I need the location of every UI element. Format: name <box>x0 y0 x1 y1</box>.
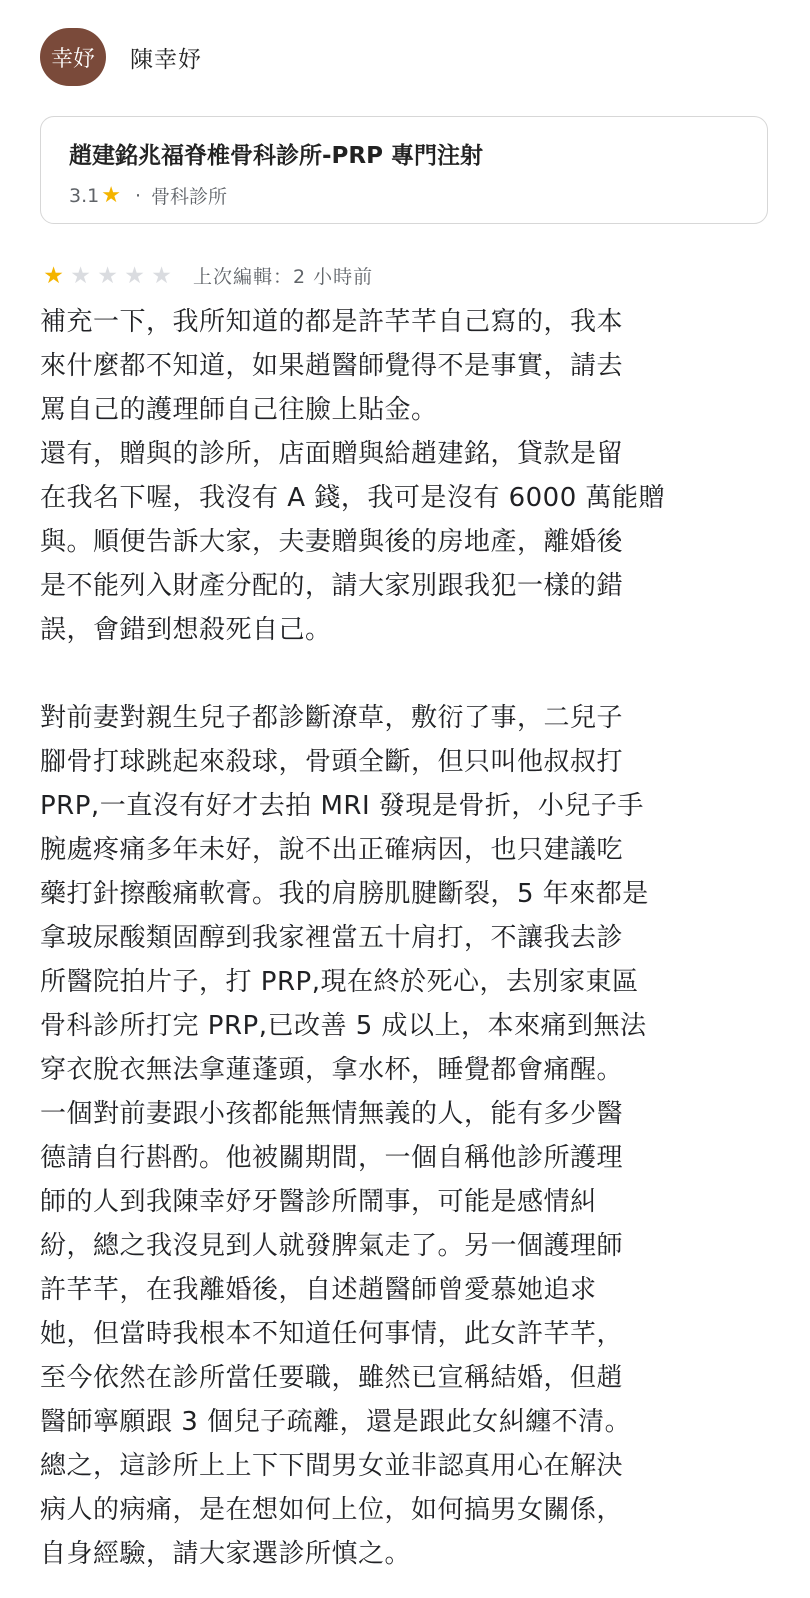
review-line: 所醫院拍片子，打 PRP,現在終於死心，去別家東區 <box>40 967 639 997</box>
review-line: 與。順便告訴大家，夫妻贈與後的房地產，離婚後 <box>40 527 624 557</box>
separator-dot: · <box>134 184 141 207</box>
review-line: 對前妻對親生兒子都診斷潦草，敷衍了事，二兒子 <box>40 703 624 733</box>
review-line: PRP,一直沒有好才去拍 MRI 發現是骨折，小兒子手 <box>40 791 644 821</box>
review-line: 罵自己的護理師自己往臉上貼金。 <box>40 395 438 425</box>
review-line: 一個對前妻跟小孩都能無情無義的人，能有多少醫 <box>40 1099 624 1129</box>
review-line: 總之，這診所上上下下間男女並非認真用心在解決 <box>40 1451 624 1481</box>
place-meta <box>69 182 767 209</box>
place-name[interactable]: 趙建銘兆福脊椎骨科診所-PRP 專門注射 <box>69 143 483 169</box>
review-line: 腳骨打球跳起來殺球，骨頭全斷，但只叫他叔叔打 <box>40 747 624 777</box>
review-line: 補充一下，我所知道的都是許芊芊自己寫的，我本 <box>40 307 624 337</box>
review-line: 她，但當時我根本不知道任何事情，此女許芊芊， <box>40 1319 624 1349</box>
review-line: 是不能列入財產分配的，請大家別跟我犯一樣的錯 <box>40 571 624 601</box>
review-line: 病人的病痛，是在想如何上位，如何搞男女關係， <box>40 1495 624 1525</box>
review-line: 德請自行斟酌。他被關期間，一個自稱他診所護理 <box>40 1143 624 1173</box>
review-line: 許芊芊，在我離婚後，自述趙醫師曾愛慕她追求 <box>40 1275 597 1305</box>
review-line: 拿玻尿酸類固醇到我家裡當五十肩打，不讓我去診 <box>40 923 624 953</box>
avatar[interactable]: 幸妤 <box>40 28 106 86</box>
review-line: 骨科診所打完 PRP,已改善 5 成以上，本來痛到無法 <box>40 1011 647 1041</box>
review-line: 穿衣脫衣無法拿蓮蓬頭，拿水杯，睡覺都會痛醒。 <box>40 1055 624 1085</box>
place-rating: 3.1 <box>69 184 100 207</box>
place-card[interactable] <box>40 116 768 224</box>
paragraph-gap <box>40 652 770 696</box>
star-empty-icon: ★ <box>97 262 118 289</box>
review-line: 藥打針擦酸痛軟膏。我的肩膀肌腱斷裂，5 年來都是 <box>40 879 649 909</box>
star-empty-icon: ★ <box>151 262 172 289</box>
place-category: 骨科診所 <box>151 186 228 208</box>
review-line: 醫師寧願跟 3 個兒子疏離，還是跟此女糾纏不清。 <box>40 1407 632 1437</box>
review-line: 至今依然在診所當任要職，雖然已宣稱結婚，但趙 <box>40 1363 624 1393</box>
review-stars <box>40 263 175 289</box>
star-empty-icon: ★ <box>124 262 145 289</box>
review-rating-row <box>40 262 373 289</box>
review-line: 來什麼都不知道，如果趙醫師覺得不是事實，請去 <box>40 351 624 381</box>
review-line: 紛，總之我沒見到人就發脾氣走了。另一個護理師 <box>40 1231 624 1261</box>
star-icon: ★ <box>101 183 121 208</box>
review-line: 還有，贈與的診所，店面贈與給趙建銘，貸款是留 <box>40 439 624 469</box>
review-line: 誤，會錯到想殺死自己。 <box>40 615 332 645</box>
review-text <box>40 300 770 1576</box>
edited-timestamp: 上次編輯：2 小時前 <box>193 266 374 288</box>
review-line: 腕處疼痛多年未好，說不出正確病因，也只建議吃 <box>40 835 624 865</box>
review-line: 自身經驗，請大家選診所慎之。 <box>40 1539 412 1569</box>
star-empty-icon: ★ <box>70 262 91 289</box>
review-line: 在我名下喔，我沒有 A 錢，我可是沒有 6000 萬能贈 <box>40 483 666 513</box>
reviewer-name[interactable]: 陳幸妤 <box>130 46 202 73</box>
review-line: 師的人到我陳幸妤牙醫診所鬧事，可能是感情糾 <box>40 1187 597 1217</box>
star-filled-icon: ★ <box>43 262 64 289</box>
reviewer-header <box>40 28 202 86</box>
